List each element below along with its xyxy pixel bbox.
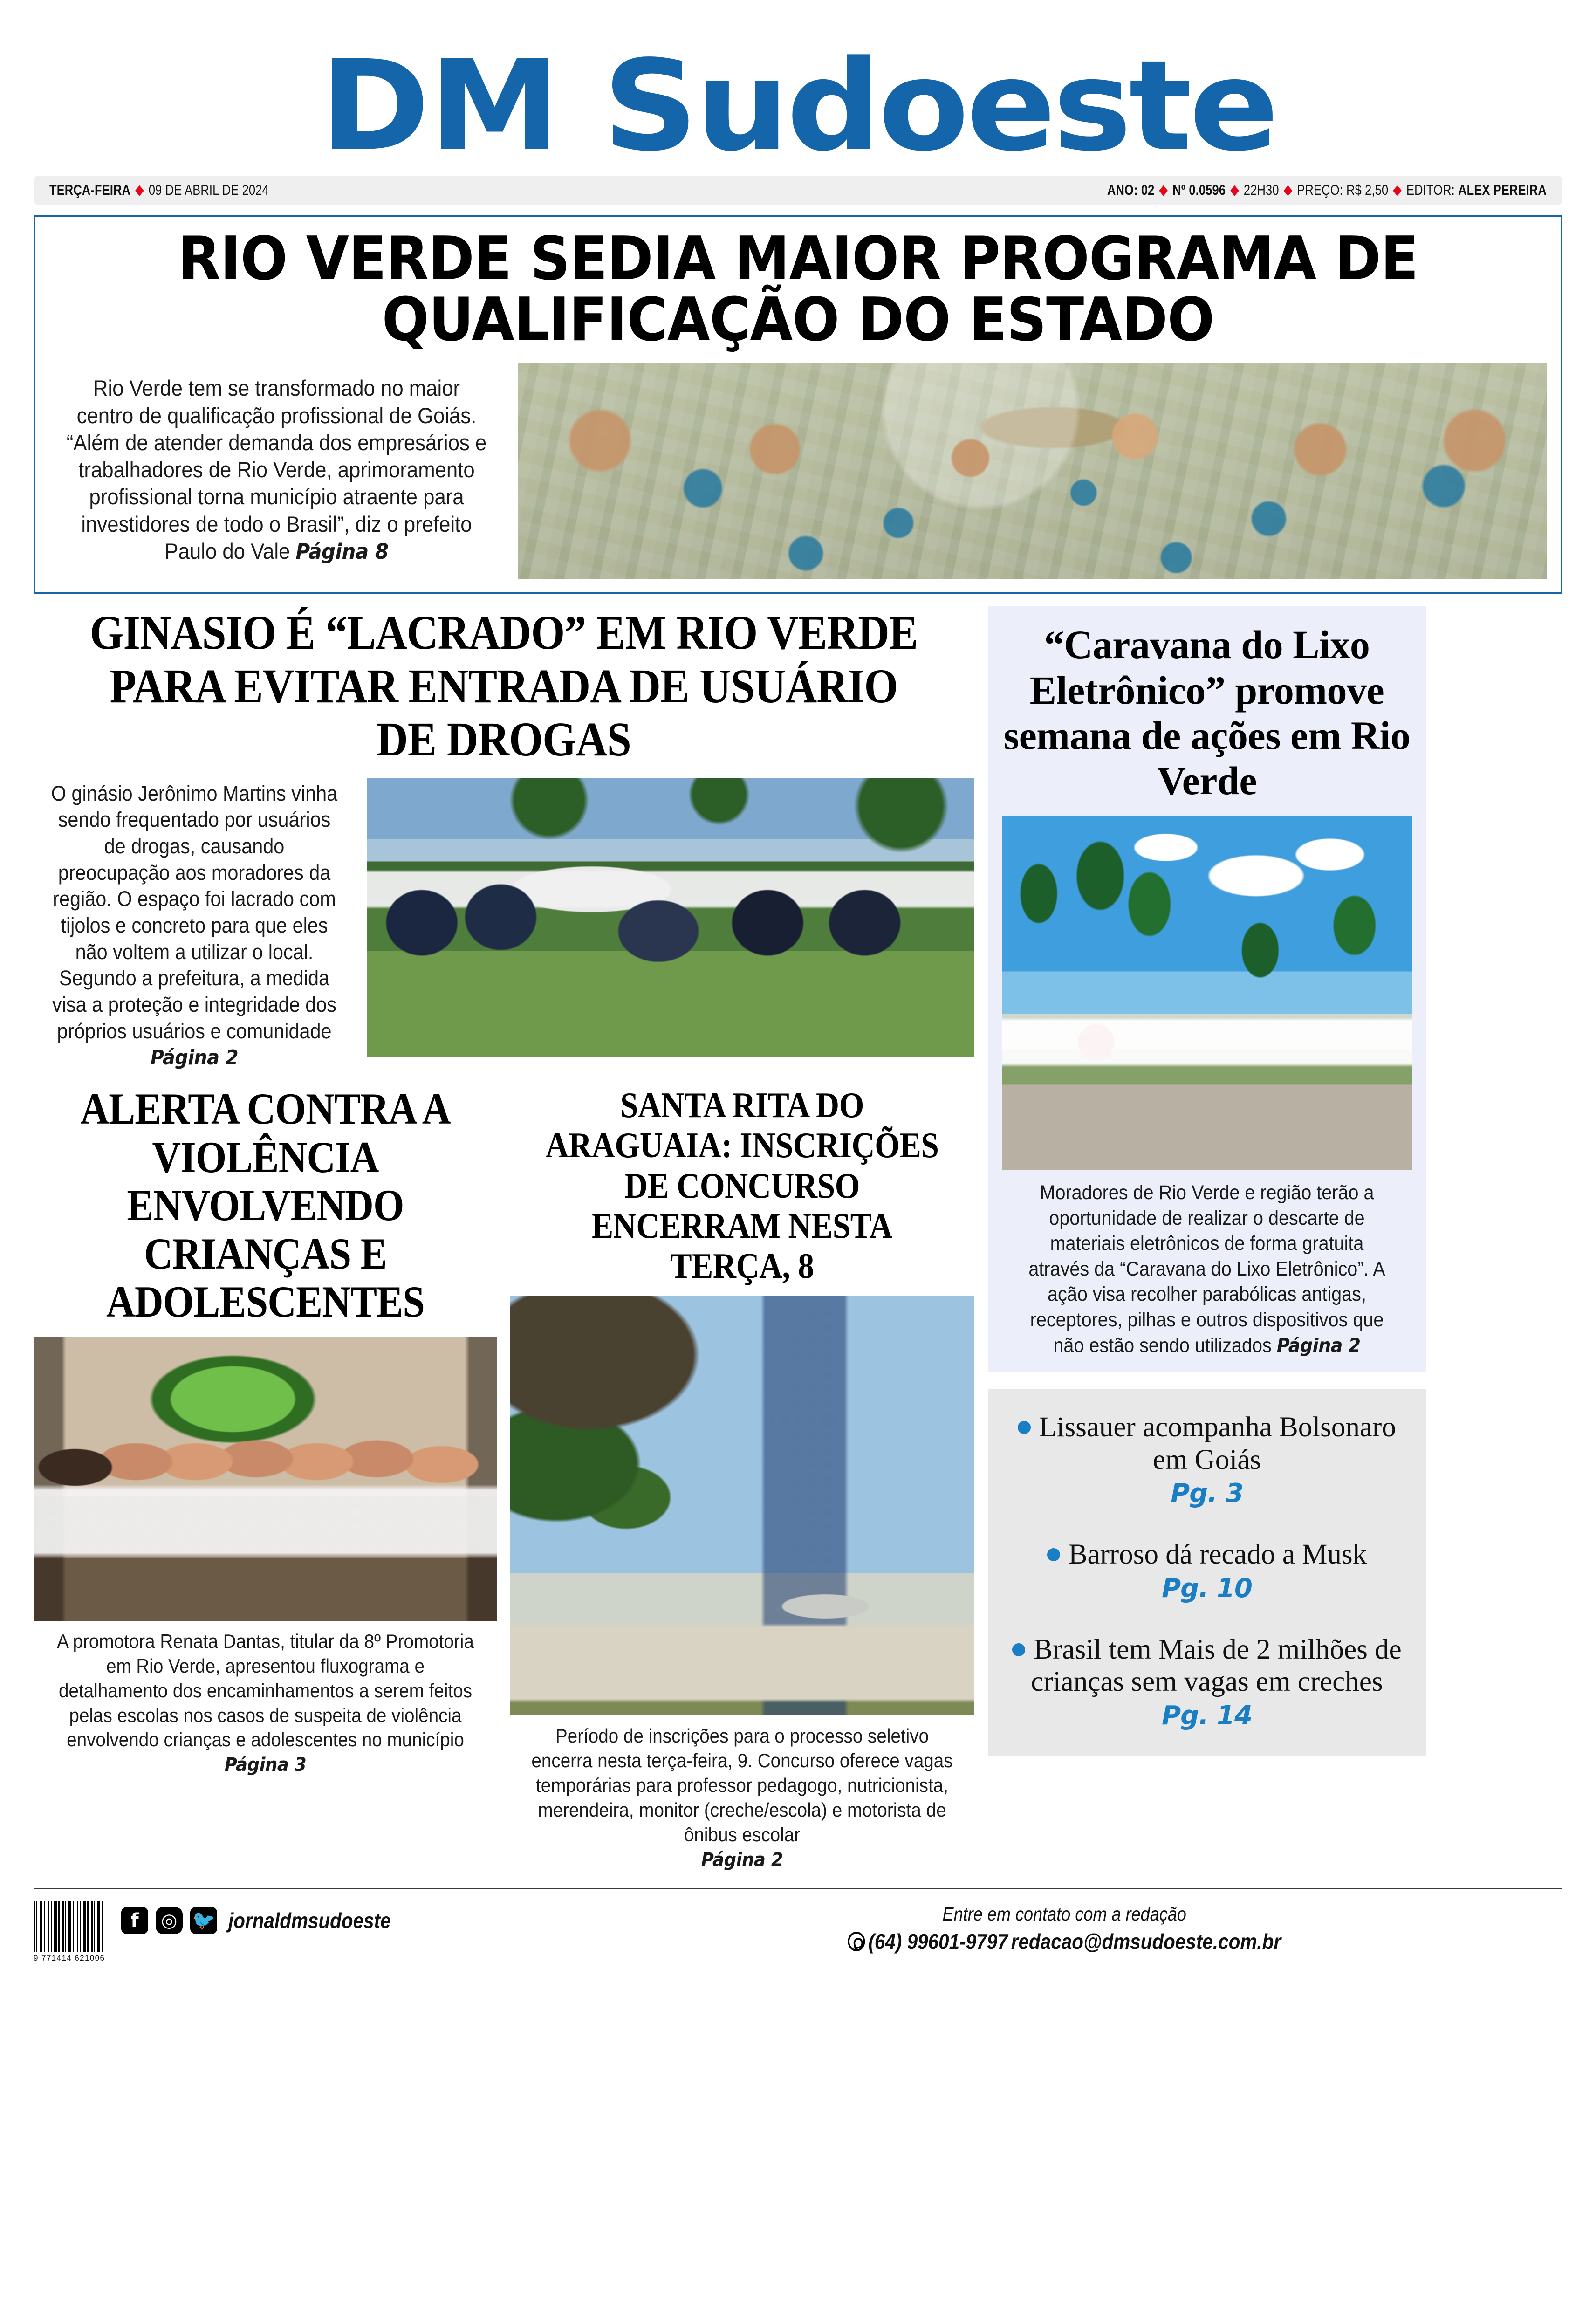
- logo-dm: DM: [320, 34, 560, 179]
- social-links: [121, 1901, 413, 1934]
- alerta-caption: [52, 1629, 479, 1777]
- lower-stories-row: [34, 1085, 974, 1872]
- footer-left-group: [34, 1901, 413, 1963]
- issue-meta-group: [1107, 182, 1547, 199]
- brief-page-ref[interactable]: Pg. 14: [1162, 1700, 1252, 1731]
- main-content-grid: [34, 606, 1562, 1872]
- ginasio-body: [34, 778, 974, 1071]
- alerta-headline: ALERTA CONTRA A VIOLÊNCIA ENVOLVENDO CRIANÇAS E ADOLESCENTES: [80, 1084, 451, 1327]
- briefs-panel: [988, 1389, 1426, 1756]
- editor-name: ALEX PEREIRA: [1458, 182, 1547, 199]
- lixo-page-ref[interactable]: Página 2: [1276, 1334, 1361, 1357]
- right-column: [988, 606, 1426, 1756]
- diamond-icon: ◆: [135, 182, 144, 198]
- date-label: 09 DE ABRIL DE 2024: [148, 182, 269, 199]
- contact-line: [848, 1929, 1281, 1954]
- alerta-caption-body: A promotora Renata Dantas, titular da 8º Promotoria em Rio Verde, apresentou fluxograma e detalhamento dos encaminhamentos a serem feitos pelas escolas nos casos de suspeita de violência envolvendo crianças e adolescentes no município: [57, 1630, 474, 1751]
- bullet-icon: [1047, 1548, 1060, 1561]
- footer-contact-group: [818, 1901, 1562, 1954]
- lead-headline: [102, 224, 1494, 355]
- contact-invite: Entre em contato com a redação: [943, 1903, 1187, 1925]
- story-santa-rita[interactable]: [510, 1085, 974, 1872]
- brief-item[interactable]: [1005, 1538, 1409, 1603]
- logo-sudoeste: Sudoeste: [603, 34, 1276, 179]
- issue-info-bar: [34, 176, 1562, 205]
- instagram-icon[interactable]: ◎: [156, 1907, 183, 1934]
- lead-body: [49, 363, 1547, 579]
- alerta-photo-promotoria: [34, 1337, 497, 1621]
- year-label: ANO: 02: [1107, 182, 1155, 199]
- whatsapp-icon: [848, 1932, 865, 1951]
- ginasio-photo-gcm: [367, 778, 974, 1057]
- diamond-icon: ◆: [1393, 182, 1402, 198]
- lead-page-ref[interactable]: Página 8: [295, 539, 389, 564]
- barcode-number: 9 771414 621006: [34, 1953, 105, 1962]
- ginasio-headline: GINASIO É “LACRADO” EM RIO VERDE PARA EVITAR ENTRADA DE USUÁRIO DE DROGAS: [89, 606, 918, 767]
- issue-date-group: [49, 182, 269, 199]
- facebook-icon[interactable]: f: [121, 1907, 148, 1934]
- left-column: [34, 606, 974, 1872]
- ginasio-page-ref[interactable]: Página 2: [150, 1046, 239, 1070]
- social-handle[interactable]: jornaldmsudoeste: [228, 1908, 391, 1933]
- barcode: [34, 1901, 103, 1963]
- santa-rita-caption-body: Período de inscrições para o processo seletivo encerra nesta terça-feira, 9. Concurso oferece vagas temporárias para professor pedagogo, nutricionista, merendeira, monitor (creche/escola) e motorista de ônibus escolar: [531, 1725, 953, 1845]
- brief-text: Lissauer acompanha Bolsonaro em Goiás: [1039, 1412, 1396, 1475]
- brief-text: Brasil tem Mais de 2 milhões de crianças sem vagas em creches: [1031, 1633, 1402, 1698]
- contact-email[interactable]: redacao@dmsudoeste.com.br: [1011, 1929, 1281, 1954]
- contact-phone[interactable]: (64) 99601-9797: [868, 1929, 1008, 1954]
- story-alerta[interactable]: [34, 1085, 497, 1777]
- diamond-icon: ◆: [1159, 182, 1168, 198]
- twitter-icon[interactable]: 🐦: [190, 1907, 217, 1934]
- lixo-text: [1018, 1180, 1396, 1358]
- brief-page-ref[interactable]: Pg. 10: [1162, 1573, 1252, 1604]
- santa-rita-caption: [529, 1724, 955, 1872]
- bullet-icon: [1012, 1643, 1025, 1656]
- santa-rita-page-ref[interactable]: Página 2: [701, 1848, 783, 1871]
- ginasio-text: [47, 778, 342, 1071]
- lead-photo-qualifica: [518, 363, 1547, 579]
- brief-text: Barroso dá recado a Musk: [1068, 1539, 1367, 1571]
- bullet-icon: [1018, 1421, 1031, 1434]
- price-label: PREÇO: R$ 2,50: [1297, 182, 1389, 199]
- diamond-icon: ◆: [1283, 182, 1293, 198]
- lead-text-body: Rio Verde tem se transformado no maior centro de qualificação profissional de Goiás. “Além de atender demanda dos empresários e trabalhadores de Rio Verde, aprimoramento profissional torna município atraente para investidores de todo o Brasil”, diz o prefeito Paulo do Vale: [66, 376, 487, 563]
- barcode-bars: [34, 1901, 103, 1952]
- lead-headline-line-1: RIO VERDE SEDIA MAIOR PROGRAMA DE: [178, 224, 1418, 294]
- ginasio-text-body: O ginásio Jerônimo Martins vinha sendo frequentado por usuários de drogas, causando preocupação aos moradores da região. O espaço foi lacrado com tijolos e concreto para que eles não voltem a utilizar o local. Segundo a prefeitura, a medida visa a proteção e integridade dos próprios usuários e comunidade: [51, 781, 338, 1043]
- story-caravana-lixo[interactable]: [988, 606, 1426, 1372]
- lead-text: [65, 363, 488, 565]
- lixo-headline: “Caravana do Lixo Eletrônico” promove semana de ações em Rio Verde: [1003, 622, 1411, 803]
- story-ginasio[interactable]: [34, 606, 974, 1071]
- lead-story[interactable]: [34, 215, 1562, 594]
- lixo-text-body: Moradores de Rio Verde e região terão a oportunidade de realizar o descarte de materiais eletrônicos de forma gratuita através da “Caravana do Lixo Eletrônico”. A ação visa recolher parabólicas antigas, receptores, pilhas e outros dispositivos que não estão sendo utilizados: [1028, 1181, 1385, 1357]
- time-label: 22H30: [1244, 182, 1279, 199]
- issue-number-label: Nº 0.0596: [1172, 182, 1226, 199]
- diamond-icon: ◆: [1230, 182, 1240, 198]
- brief-item[interactable]: [1005, 1411, 1409, 1509]
- masthead: [34, 0, 1562, 205]
- alerta-page-ref[interactable]: Página 3: [224, 1754, 307, 1776]
- weekday-label: TERÇA-FEIRA: [49, 182, 131, 199]
- santa-rita-headline: SANTA RITA DO ARAGUAIA: INSCRIÇÕES DE CONCURSO ENCERRAM NESTA TERÇA, 8: [545, 1085, 939, 1286]
- brief-item[interactable]: [1005, 1633, 1409, 1731]
- editor-label: EDITOR:: [1406, 182, 1455, 199]
- page-footer: [34, 1888, 1562, 1963]
- lixo-photo-letreiro-rio-verde: [1002, 816, 1412, 1170]
- brief-page-ref[interactable]: Pg. 3: [1171, 1478, 1243, 1509]
- lead-headline-line-2: QUALIFICAÇÃO DO ESTADO: [382, 285, 1214, 355]
- santa-rita-photo-prefeitura: [510, 1296, 974, 1715]
- newspaper-logo: [0, 34, 1596, 179]
